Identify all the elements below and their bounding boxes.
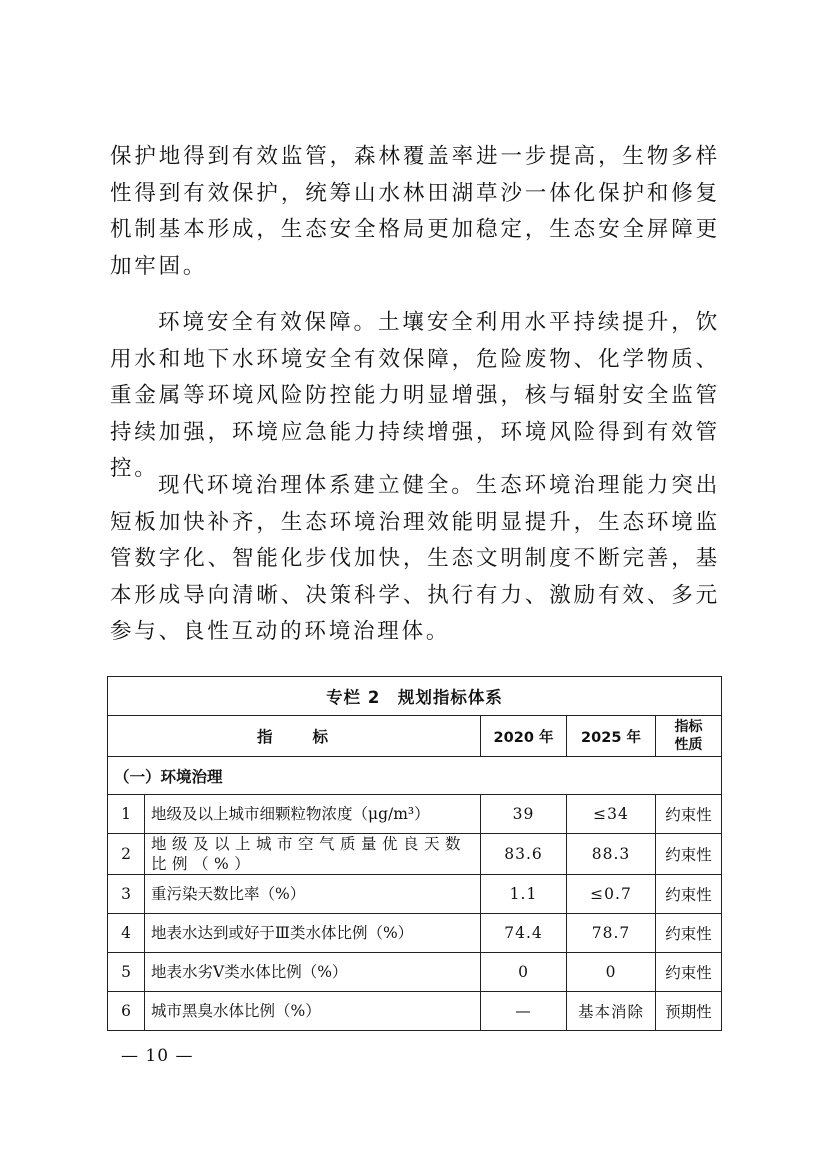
row-nature: 约束性 xyxy=(656,795,722,834)
section-heading: （一）环境治理 xyxy=(108,757,722,795)
row-nature: 约束性 xyxy=(656,875,722,914)
row-value-2020: 39 xyxy=(481,795,567,834)
header-nature xyxy=(656,716,722,757)
table-row xyxy=(108,875,722,914)
header-indicator: 指 标 xyxy=(108,716,481,757)
row-number: 5 xyxy=(108,953,145,992)
row-value-2020: — xyxy=(481,992,567,1031)
row-number: 3 xyxy=(108,875,145,914)
paragraph-1: 保护地得到有效监管，森林覆盖率进一步提高，生物多样性得到有效保护，统筹山水林田湖草沙一体化保护和修复机制基本形成，生态安全格局更加稳定，生态安全屏障更加牢固。 xyxy=(110,144,720,279)
row-nature: 预期性 xyxy=(656,992,722,1031)
row-value-2025: 78.7 xyxy=(567,914,656,953)
row-indicator: 地表水达到或好于Ⅲ类水体比例（%） xyxy=(145,914,481,953)
row-value-2020: 0 xyxy=(481,953,567,992)
header-2025: 2025 年 xyxy=(567,716,656,757)
row-number: 2 xyxy=(108,834,145,875)
row-number: 4 xyxy=(108,914,145,953)
row-indicator: 重污染天数比率（%） xyxy=(145,875,481,914)
row-value-2020: 74.4 xyxy=(481,914,567,953)
header-2020: 2020 年 xyxy=(481,716,567,757)
row-value-2025: ≤34 xyxy=(567,795,656,834)
row-indicator: 地级及以上城市空气质量优良天数比例（%） xyxy=(145,834,481,875)
paragraph-3: 现代环境治理体系建立健全。生态环境治理能力突出短板加快补齐，生态环境治理效能明显提升，生态环境监管数字化、智能化步伐加快，生态文明制度不断完善，基本形成导向清晰、决策科学、执行有力、激励有效、多元参与、良性互动的环境治理体。 xyxy=(110,473,720,645)
row-nature: 约束性 xyxy=(656,914,722,953)
row-indicator: 城市黑臭水体比例（%） xyxy=(145,992,481,1031)
table-row xyxy=(108,795,722,834)
row-number: 6 xyxy=(108,992,145,1031)
header-nature-line2: 性质 xyxy=(674,737,703,753)
row-value-2025: 88.3 xyxy=(567,834,656,875)
paragraph-2: 环境安全有效保障。土壤安全利用水平持续提升，饮用水和地下水环境安全有效保障，危险废物、化学物质、重金属等环境风险防控能力明显增强，核与辐射安全监管持续加强，环境应急能力持续增强，环境风险得到有效管控。 xyxy=(110,310,720,482)
indicator-table xyxy=(107,676,722,1031)
row-nature: 约束性 xyxy=(656,953,722,992)
header-nature-line1: 指标 xyxy=(674,719,703,735)
table-row xyxy=(108,953,722,992)
row-value-2020: 83.6 xyxy=(481,834,567,875)
row-number: 1 xyxy=(108,795,145,834)
row-value-2025: 基本消除 xyxy=(567,992,656,1031)
page-number: — 10 — xyxy=(121,1046,194,1066)
row-indicator: 地级及以上城市细颗粒物浓度（μg/m³） xyxy=(145,795,481,834)
row-indicator: 地表水劣Ⅴ类水体比例（%） xyxy=(145,953,481,992)
table-header-row xyxy=(108,716,722,757)
row-value-2025: ≤0.7 xyxy=(567,875,656,914)
row-nature: 约束性 xyxy=(656,834,722,875)
table-row xyxy=(108,834,722,875)
table-title: 专栏 2 规划指标体系 xyxy=(108,677,722,716)
row-value-2020: 1.1 xyxy=(481,875,567,914)
table-row xyxy=(108,914,722,953)
table-row xyxy=(108,992,722,1031)
row-value-2025: 0 xyxy=(567,953,656,992)
